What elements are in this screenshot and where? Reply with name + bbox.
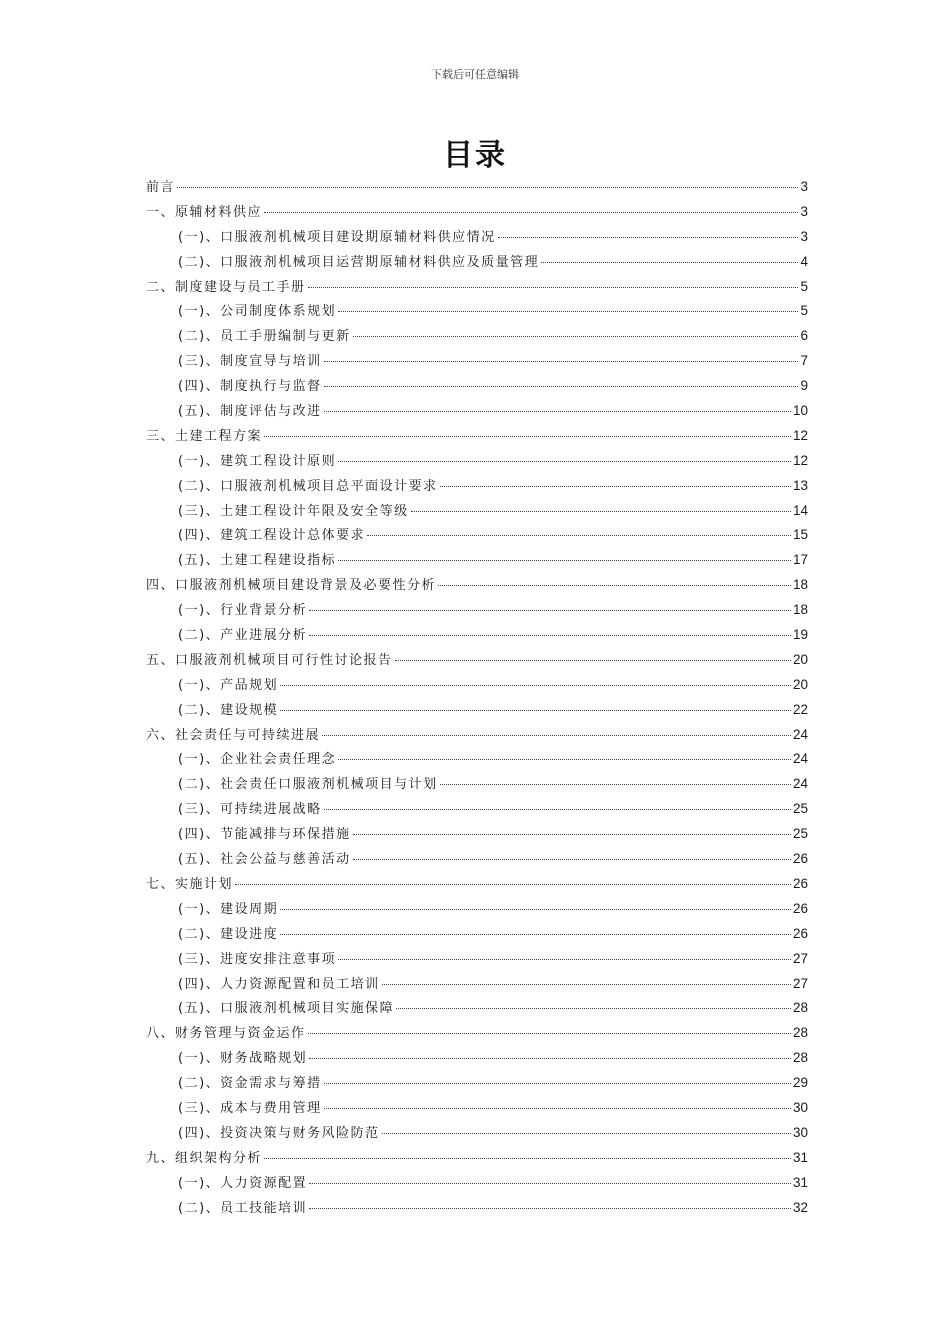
toc-page-number: 28 [792,1025,808,1041]
toc-page-number: 26 [792,925,808,941]
toc-entry-label: 前言 [146,180,176,195]
toc-dot-leader [280,933,791,935]
toc-entry[interactable] [146,1196,808,1221]
toc-entry[interactable] [146,947,808,972]
toc-entry-label: (二)、口服液剂机械项目总平面设计要求 [178,478,438,494]
toc-dot-leader [308,1032,791,1034]
toc-dot-leader [338,460,791,462]
toc-dot-leader [264,211,798,213]
toc-dot-leader [309,634,791,636]
toc-dot-leader [324,808,791,810]
toc-dot-leader [367,534,791,536]
toc-page-number: 3 [800,203,808,219]
toc-dot-leader [324,1082,791,1084]
toc-dot-leader [264,1157,791,1159]
toc-page-number: 25 [792,826,808,842]
toc-entry[interactable] [146,1121,808,1146]
toc-entry-label: 八、财务管理与资金运作 [146,1026,306,1042]
toc-page-number: 13 [792,477,808,493]
toc-entry[interactable] [146,200,808,225]
toc-page-number: 30 [792,1124,808,1140]
toc-page-number: 27 [792,950,808,966]
toc-entry-label: (一)、公司制度体系规划 [178,304,337,320]
toc-dot-leader [338,958,791,960]
toc-entry-label: (二)、口服液剂机械项目运营期原辅材料供应及质量管理 [178,254,540,270]
toc-entry-label: (二)、员工手册编制与更新 [178,329,351,345]
toc-entry[interactable] [146,349,808,374]
toc-dot-leader [498,236,799,238]
toc-dot-leader [280,684,791,686]
toc-entry[interactable] [146,922,808,947]
toc-dot-leader [353,858,791,860]
toc-entry[interactable] [146,573,808,598]
toc-entry-label: 四、口服液剂机械项目建设背景及必要性分析 [146,578,437,594]
toc-entry[interactable] [146,548,808,573]
toc-entry[interactable] [146,250,808,275]
toc-page-number: 24 [792,726,808,742]
toc-dot-leader [338,310,798,312]
toc-page-number: 7 [800,353,808,369]
toc-entry-label: (五)、口服液剂机械项目实施保障 [178,1001,395,1017]
toc-entry-label: (二)、建设进度 [178,926,279,942]
toc-dot-leader [338,758,791,760]
toc-dot-leader [382,983,791,985]
toc-dot-leader [280,908,791,910]
toc-dot-leader [353,833,791,835]
toc-page-number: 32 [792,1199,808,1215]
toc-entry-label: (一)、产品规划 [178,677,279,693]
toc-dot-leader [309,1207,791,1209]
toc-page-number: 29 [792,1075,808,1091]
toc-entry-label: (四)、制度执行与监督 [178,379,322,395]
toc-page-number: 26 [792,875,808,891]
toc-entry[interactable] [146,324,808,349]
toc-entry-label: (二)、产业进展分析 [178,628,308,644]
toc-entry-label: 九、组织架构分析 [146,1150,263,1166]
toc-dot-leader [353,335,799,337]
toc-entry[interactable] [146,399,808,424]
toc-entry[interactable] [146,797,808,822]
toc-page-number: 5 [800,278,808,294]
toc-page-number: 19 [792,627,808,643]
toc-dot-leader [440,485,791,487]
toc-page-number: 17 [792,552,808,568]
toc-entry-label: (一)、口服液剂机械项目建设期原辅材料供应情况 [178,229,496,245]
toc-page-number: 31 [792,1149,808,1165]
toc-page-number: 24 [792,751,808,767]
toc-entry[interactable] [146,424,808,449]
table-of-contents [146,175,808,1220]
toc-entry-label: (四)、人力资源配置和员工培训 [178,976,380,992]
toc-entry-label: (四)、节能减排与环保措施 [178,827,351,843]
header-note: 下载后可任意编辑 [431,68,519,81]
toc-entry[interactable] [146,1071,808,1096]
toc-page-number: 26 [792,851,808,867]
toc-entry[interactable] [146,598,808,623]
toc-entry-label: (三)、进度安排注意事项 [178,951,337,967]
toc-page-number: 22 [792,701,808,717]
toc-entry-label: (二)、员工技能培训 [178,1200,308,1216]
toc-page-number: 15 [792,527,808,543]
toc-dot-leader [396,1007,791,1009]
toc-entry-label: 三、土建工程方案 [146,428,263,444]
toc-dot-leader [264,435,791,437]
toc-dot-leader [395,659,791,661]
toc-page-number: 20 [792,676,808,692]
toc-entry-label: (五)、制度评估与改进 [178,404,322,420]
toc-entry-label: (一)、财务战略规划 [178,1051,308,1067]
toc-entry[interactable] [146,747,808,772]
toc-entry[interactable] [146,723,808,748]
toc-entry[interactable] [146,374,808,399]
toc-entry[interactable] [146,673,808,698]
toc-entry[interactable] [146,225,808,250]
toc-entry[interactable] [146,299,808,324]
toc-page-number: 14 [792,502,808,518]
toc-dot-leader [440,783,791,785]
toc-page-number: 9 [800,378,808,394]
toc-dot-leader [324,410,791,412]
toc-dot-leader [309,609,791,611]
toc-dot-leader [280,709,791,711]
toc-dot-leader [411,510,791,512]
toc-entry-label: (二)、建设规模 [178,702,279,718]
toc-page-number: 24 [792,776,808,792]
toc-page-number: 12 [792,427,808,443]
toc-entry-label: (三)、土建工程设计年限及安全等级 [178,503,409,519]
toc-entry[interactable] [146,275,808,300]
toc-entry-label: 一、原辅材料供应 [146,204,263,220]
toc-dot-leader [322,734,791,736]
toc-page-number: 4 [800,253,808,269]
toc-dot-leader [541,261,798,263]
toc-dot-leader [177,186,798,188]
toc-title: 目录 [443,138,507,173]
toc-entry[interactable] [146,1021,808,1046]
toc-entry[interactable] [146,499,808,524]
toc-dot-leader [324,360,799,362]
toc-entry-label: (二)、社会责任口服液剂机械项目与计划 [178,777,438,793]
toc-entry-label: (五)、社会公益与慈善活动 [178,852,351,868]
toc-entry[interactable] [146,698,808,723]
toc-dot-leader [324,385,799,387]
toc-entry-label: (二)、资金需求与筹措 [178,1076,322,1092]
toc-dot-leader [338,559,791,561]
toc-page-number: 28 [792,1050,808,1066]
toc-dot-leader [382,1132,791,1134]
toc-entry[interactable] [146,847,808,872]
toc-page-number: 10 [792,403,808,419]
toc-page-number: 25 [792,801,808,817]
toc-entry-label: 二、制度建设与员工手册 [146,279,306,295]
toc-entry-label: (五)、土建工程建设指标 [178,553,337,569]
toc-entry-label: (四)、建筑工程设计总体要求 [178,528,366,544]
toc-entry-label: 六、社会责任与可持续进展 [146,727,321,743]
toc-entry[interactable] [146,872,808,897]
toc-entry[interactable] [146,972,808,997]
toc-dot-leader [309,1182,791,1184]
toc-page-number: 31 [792,1174,808,1190]
toc-page-number: 12 [792,452,808,468]
toc-entry-label: (一)、企业社会责任理念 [178,752,337,768]
toc-dot-leader [438,584,791,586]
toc-entry-label: 七、实施计划 [146,876,234,892]
toc-dot-leader [309,1057,791,1059]
toc-entry-label: (一)、建筑工程设计原则 [178,453,337,469]
toc-page-number: 6 [800,328,808,344]
toc-page-number: 18 [792,602,808,618]
toc-entry[interactable] [146,1171,808,1196]
toc-entry-label: (一)、人力资源配置 [178,1175,308,1191]
toc-page-number: 5 [800,303,808,319]
toc-entry[interactable] [146,449,808,474]
toc-dot-leader [308,286,799,288]
toc-entry[interactable] [146,1146,808,1171]
toc-entry[interactable] [146,648,808,673]
toc-dot-leader [235,883,791,885]
toc-entry[interactable] [146,1046,808,1071]
toc-page-number: 18 [792,577,808,593]
toc-entry[interactable] [146,523,808,548]
toc-entry-label: 五、口服液剂机械项目可行性讨论报告 [146,652,393,668]
toc-entry[interactable] [146,1096,808,1121]
toc-entry[interactable] [146,175,808,200]
toc-page-number: 28 [792,1000,808,1016]
toc-entry-label: (三)、制度宣导与培训 [178,354,322,370]
toc-page-number: 30 [792,1099,808,1115]
toc-entry[interactable] [146,822,808,847]
toc-entry-label: (一)、建设周期 [178,901,279,917]
toc-entry[interactable] [146,772,808,797]
toc-page-number: 20 [792,651,808,667]
toc-entry-label: (三)、可持续进展战略 [178,802,322,818]
toc-page-number: 26 [792,900,808,916]
toc-entry[interactable] [146,897,808,922]
toc-entry[interactable] [146,623,808,648]
toc-page-number: 3 [800,228,808,244]
toc-page-number: 3 [800,179,808,194]
toc-entry-label: (一)、行业背景分析 [178,603,308,619]
toc-entry-label: (四)、投资决策与财务风险防范 [178,1125,380,1141]
toc-page-number: 27 [792,975,808,991]
toc-entry[interactable] [146,996,808,1021]
toc-entry-label: (三)、成本与费用管理 [178,1100,322,1116]
toc-dot-leader [324,1107,791,1109]
toc-entry[interactable] [146,474,808,499]
